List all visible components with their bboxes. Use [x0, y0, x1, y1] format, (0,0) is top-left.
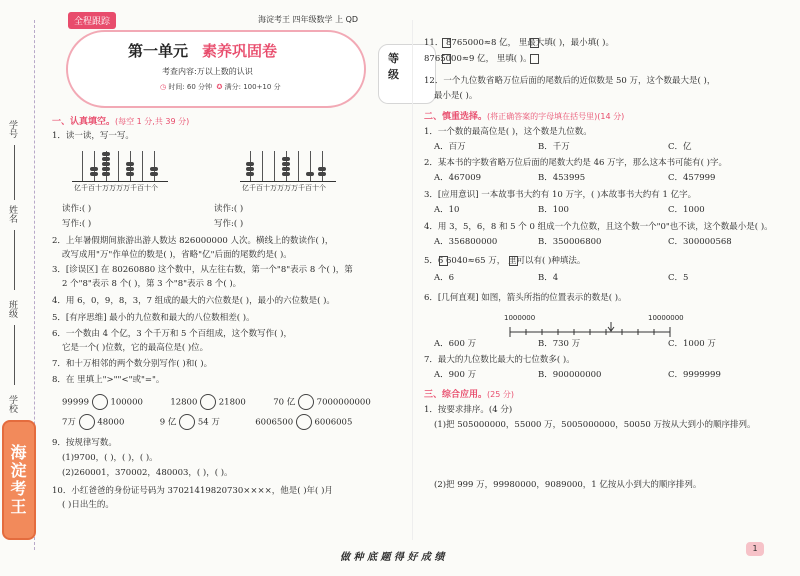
question-9: 9．按规律写数。 — [52, 438, 117, 448]
compare-circle[interactable] — [296, 414, 312, 430]
choice-6: 6．[几何直观] 如图，箭头所指的位置表示的数是( )。 — [424, 293, 627, 303]
option-b[interactable]: B．350006800 — [538, 237, 602, 247]
compare-circle[interactable] — [179, 414, 195, 430]
digit-box[interactable] — [442, 54, 451, 64]
digit-box[interactable] — [509, 256, 518, 266]
section-title: 三、综合应用。 — [424, 390, 488, 400]
publisher-line: 海淀考王 四年级数学 上 QD — [258, 15, 359, 24]
question-3-line-2: 2 个"8"表示 8 个( )，第 3 个"8"表示 8 个( )。 — [62, 279, 242, 289]
section-note: (每空 1 分,共 39 分) — [115, 117, 190, 126]
digit-box[interactable] — [439, 256, 448, 266]
question-11-line-1: 11． 8765000≈8 亿， 里最大填( )，最小填( )。 — [424, 38, 614, 48]
grade-box[interactable] — [378, 44, 436, 104]
option-a[interactable]: A．467009 — [434, 173, 482, 183]
question-2-line-2: 改写成用"万"作单位的数是( )，省略"亿"后面的尾数约是( )。 — [62, 250, 292, 260]
digit-box[interactable] — [530, 38, 539, 48]
number-line — [470, 314, 710, 338]
choice-5: 5．6 6040≈65 万， 里可以有( )种填法。 — [424, 256, 586, 266]
compare-row-1: 99999 100000 12800 21800 70 亿 7000000000 — [62, 394, 371, 410]
read-as-2[interactable]: 读作:( ) — [214, 204, 244, 214]
abacus-2-labels: 亿千百十万万万万千百十个 — [242, 184, 326, 192]
star-icon: ✪ — [216, 83, 223, 91]
content-scope: 考查内容:万以上数的认识 — [162, 67, 253, 76]
choice-1: 1．一个数的最高位是( )，这个数是九位数。 — [424, 127, 592, 137]
section-note: (将正确答案的字母填在括号里)(14 分) — [487, 112, 625, 121]
section-title: 二、慎重选择。 — [424, 112, 488, 122]
question-9-part-1: (1)9700，( )，( )，( )。 — [62, 453, 158, 463]
choice-4-options — [434, 237, 734, 248]
margin-label-class: 班级 — [7, 300, 17, 318]
read-as-1[interactable]: 读作:( ) — [62, 204, 92, 214]
question-12-line-2: 最小是( )。 — [434, 91, 478, 101]
option-a[interactable]: A．6 — [434, 273, 455, 283]
question-12-line-1: 12．一个九位数省略万位后面的尾数后的近似数是 50 万，这个数最大是( )， — [424, 76, 716, 86]
abacus-2 — [240, 148, 336, 182]
full-score: 满分: 100+10 分 — [224, 83, 281, 91]
section-application — [424, 387, 514, 400]
choice-6-options — [434, 339, 734, 350]
option-c[interactable]: C．亿 — [668, 142, 692, 152]
section-choice — [424, 109, 624, 122]
footer-motto: 做 种 底 题 得 好 成 绩 — [340, 552, 445, 563]
compare-circle[interactable] — [200, 394, 216, 410]
option-a[interactable]: A．900 万 — [434, 370, 477, 380]
option-a[interactable]: A．10 — [434, 205, 460, 215]
margin-line — [14, 325, 15, 385]
choice-2: 2．某本书的字数省略万位后面的尾数大约是 46 万字，那么这本书可能有( )字。 — [424, 158, 727, 168]
time-and-score — [160, 82, 281, 92]
option-b[interactable]: B．千万 — [538, 142, 570, 152]
choice-7-options — [434, 370, 734, 381]
option-c[interactable]: C．5 — [668, 273, 689, 283]
number-line-left-label: 1000000 — [504, 314, 536, 322]
option-b[interactable]: B．900000000 — [538, 370, 602, 380]
number-line-right-label: 10000000 — [648, 314, 684, 322]
question-6-line-1: 6．一个数由 4 个亿，3 个千万和 5 个百组成，这个数写作( )， — [52, 329, 292, 339]
option-c[interactable]: C．300000568 — [668, 237, 732, 247]
question-11-line-2: 8765000≈9 亿， 里填( )。 — [424, 54, 532, 64]
question-5: 5．[有序思维] 最小的九位数和最大的八位数相差( )。 — [52, 313, 255, 323]
section-title: 一、认真填空。 — [52, 117, 116, 127]
digit-box[interactable] — [530, 54, 539, 64]
compare-circle[interactable] — [79, 414, 95, 430]
choice-7: 7．最大的九位数比最大的七位数多( )。 — [424, 355, 575, 365]
choice-3: 3．[应用意识] 一本故事书大约有 10 万字，( )本故事书大约有 1 亿字。 — [424, 190, 697, 200]
option-b[interactable]: B．453995 — [538, 173, 586, 183]
option-a[interactable]: A．356800000 — [434, 237, 498, 247]
question-7: 7．和十万相邻的两个数分别写作( )和( )。 — [52, 359, 213, 369]
choice-4: 4．用 3，5，6，8 和 5 个 0 组成一个九位数，且这个数一个"0"也不读，这个数最小是( )。 — [424, 222, 773, 232]
brand-logo: 海淀考王 — [2, 420, 36, 540]
tracking-tag: 全程跟踪 — [68, 12, 116, 29]
margin-label-name: 姓名 — [7, 205, 17, 223]
arrow-down-icon — [608, 322, 614, 331]
option-c[interactable]: C．9999999 — [668, 370, 721, 380]
margin-label-school: 学校 — [7, 395, 17, 413]
section-note: (25 分) — [487, 390, 514, 399]
digit-box[interactable] — [442, 38, 451, 48]
choice-3-options — [434, 205, 734, 216]
section-fill-in — [52, 114, 189, 127]
write-as-1[interactable]: 写作:( ) — [62, 219, 92, 229]
grade-label: 等级 — [388, 52, 399, 81]
write-as-2[interactable]: 写作:( ) — [214, 219, 244, 229]
margin-line — [14, 230, 15, 290]
column-divider — [412, 20, 413, 540]
option-c[interactable]: C．1000 万 — [668, 339, 716, 349]
compare-circle[interactable] — [92, 394, 108, 410]
abacus-1 — [72, 148, 168, 182]
question-3-line-1: 3．[诊误区] 在 80260880 这个数中，从左往右数，第一个"8"表示 8 个( )，第 — [52, 265, 353, 275]
unit-number: 第一单元 — [128, 42, 189, 60]
option-b[interactable]: B．730 万 — [538, 339, 581, 349]
application-1-part-2: (2)把 999 万，99980000，9089000，1 亿按从小到大的顺序排列。 — [434, 480, 702, 490]
worksheet-header — [48, 10, 399, 110]
option-a[interactable]: A．百万 — [434, 142, 466, 152]
question-2-line-1: 2．上年暑假期间旅游出游人数达 826000000 人次。横线上的数读作( )， — [52, 236, 334, 246]
application-1: 1．按要求排序。(4 分) — [424, 405, 513, 415]
page-number: 1 — [746, 542, 764, 556]
option-b[interactable]: B．4 — [538, 273, 559, 283]
option-b[interactable]: B．100 — [538, 205, 569, 215]
question-4: 4．用 6，0，9，8，3，7 组成的最大的六位数是( )，最小的六位数是( )。 — [52, 296, 335, 306]
unit-subtitle: 素养巩固卷 — [202, 42, 278, 60]
application-1-part-1: (1)把 505000000，55000 万，5005000000，50050 万按从大到小的顺序排列。 — [434, 420, 756, 430]
abacus-1-labels: 亿千百十万万万万千百十个 — [74, 184, 158, 192]
choice-5-options — [434, 273, 734, 284]
compare-row-2: 7万 48000 9 亿 54 万 6006500 6006005 — [62, 414, 352, 430]
question-10-line-2: ( )日出生的。 — [62, 500, 114, 510]
option-c[interactable]: C．457999 — [668, 173, 716, 183]
question-10-line-1: 10．小红爸爸的身份证号码为 37021419820730××××，他是( )年( )月 — [52, 486, 333, 496]
student-info-margin — [0, 0, 42, 576]
compare-circle[interactable] — [298, 394, 314, 410]
option-a[interactable]: A．600 万 — [434, 339, 477, 349]
clock-icon: ◷ — [160, 83, 167, 91]
choice-2-options — [434, 173, 734, 184]
option-c[interactable]: C．1000 — [668, 205, 705, 215]
choice-1-options — [434, 142, 734, 153]
question-8: 8．在 里填上">""<"或"="。 — [52, 375, 165, 385]
margin-line — [14, 145, 15, 200]
question-1: 1．读一读，写一写。 — [52, 131, 134, 141]
question-6-line-2: 它是一个( )位数，它的最高位是( )位。 — [62, 343, 209, 353]
question-9-part-2: (2)260001，370002，480003，( )，( )。 — [62, 468, 233, 478]
unit-title — [128, 40, 277, 61]
time-limit: 时间: 60 分钟 — [168, 83, 213, 91]
margin-label-id: 学号 — [7, 120, 17, 138]
